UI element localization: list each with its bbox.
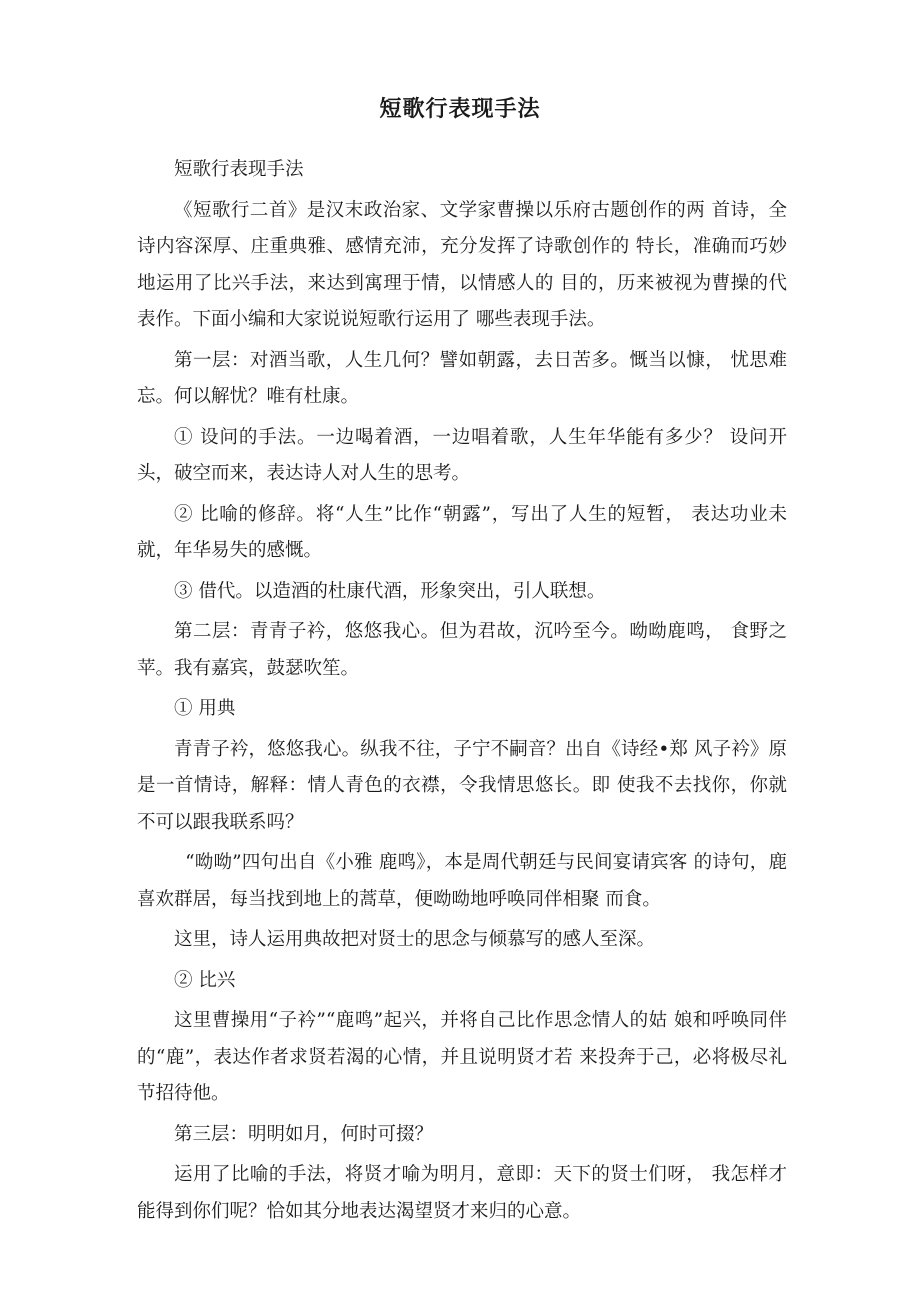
paragraph-layer-one: 第一层：对酒当歌，人生几何？譬如朝露，去日苦多。慨当以慷， 忧思难忘。何以解忧？唯有杜康。 [137, 349, 787, 407]
paragraph-point-metaphor: ② 比喻的修辞。将“人生”比作“朝露”，写出了人生的短暂， 表达功业未就，年华易失的感慨。 [137, 503, 787, 561]
paragraph-allusion-summary: 这里，诗人运用典故把对贤士的思念与倾慕写的感人至深。 [174, 929, 656, 950]
paragraph-point-metonymy: ③ 借代。以造酒的杜康代酒，形象突出，引人联想。 [174, 580, 606, 602]
paragraph-intro: 《短歌行二首》是汉末政治家、文学家曹操以乐府古题创作的两 首诗，全诗内容深厚、庄重典雅、感情充沛，充分发挥了诗歌创作的 特长，准确而巧妙地运用了比兴手法，来达到寓理于情，以情感人的 目的，历来被视为曹操的代表作。下面小编和大家说说短歌行运用了 哪些表现手法。 [137, 199, 787, 330]
paragraph-bixing-explanation: 这里曹操用“子衿”“鹿鸣”起兴，并将自己比作思念情人的姑 娘和呼唤同伴的“鹿”，表达作者求贤若渴的心情，并且说明贤才若 来投奔于己，必将极尽礼节招待他。 [137, 1010, 787, 1104]
document-title: 短歌行表现手法 [379, 97, 541, 122]
paragraph-layer-two: 第二层：青青子衿，悠悠我心。但为君故，沉吟至今。呦呦鹿鸣， 食野之苹。我有嘉宾，鼓瑟吹笙。 [137, 621, 787, 679]
paragraph-point-allusion: ① 用典 [174, 698, 236, 719]
paragraph-allusion-zijin: 青青子衿，悠悠我心。纵我不往，子宁不嗣音？出自《诗经•郑 风子衿》原是一首情诗，解释：情人青色的衣襟，令我情思悠长。即 使我不去找你，你就不可以跟我联系吗？ [137, 738, 787, 833]
paragraph-subtitle: 短歌行表现手法 [174, 159, 304, 180]
paragraph-layer-three-explanation: 运用了比喻的手法，将贤才喻为明月，意即：天下的贤士们呀， 我怎样才能得到你们呢？恰如其分地表达渴望贤才来归的心意。 [137, 1164, 787, 1222]
paragraph-point-bixing: ② 比兴 [174, 969, 236, 991]
paragraph-point-rhetorical-question: ① 设问的手法。一边喝着酒，一边唱着歌，人生年华能有多少？ 设问开头，破空而来，表达诗人对人生的思考。 [137, 426, 787, 484]
paragraph-layer-three: 第三层：明明如月，何时可掇？ [174, 1123, 434, 1145]
paragraph-allusion-luming: “呦呦”四句出自《小雅 鹿鸣》，本是周代朝廷与民间宴请宾客 的诗句，鹿喜欢群居，每当找到地上的蒿草，便呦呦地呼唤同伴相聚 而食。 [137, 852, 787, 910]
document-body [137, 152, 787, 1234]
